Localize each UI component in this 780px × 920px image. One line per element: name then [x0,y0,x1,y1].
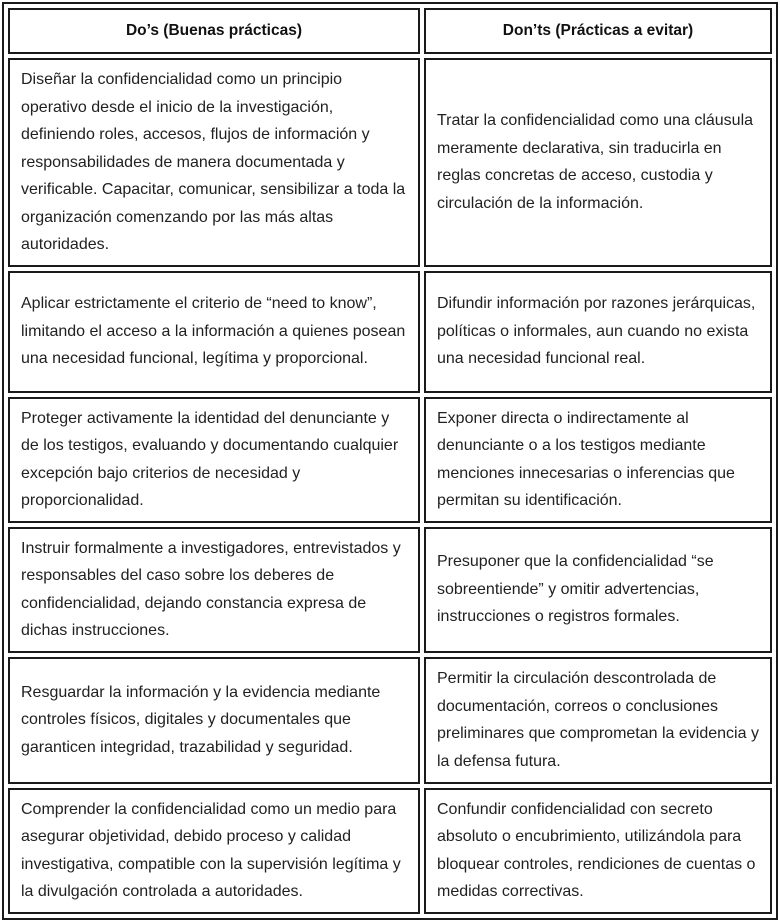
table-row [8,397,772,523]
do-cell: Resguardar la información y la evidencia mediante controles físicos, digitales y documentales que garanticen integridad, trazabilidad y seguridad. [8,657,420,784]
header-donts: Don’ts (Prácticas a evitar) [424,8,772,54]
table-row [8,58,772,267]
table-row [8,527,772,653]
table-row [8,788,772,914]
table-row [8,657,772,784]
do-cell: Diseñar la confidencialidad como un principio operativo desde el inicio de la investigación, definiendo roles, accesos, flujos de información y responsabilidades de manera documentada y verificable. Capacitar, comunicar, sensibilizar a toda la organización comenzando por las más altas autoridades. [8,58,420,267]
do-cell: Aplicar estrictamente el criterio de “need to know”, limitando el acceso a la información a quienes posean una necesidad funcional, legítima y proporcional. [8,271,420,393]
dos-donts-table-sheet [2,2,778,920]
header-dos: Do’s (Buenas prácticas) [8,8,420,54]
do-cell: Instruir formalmente a investigadores, entrevistados y responsables del caso sobre los deberes de confidencialidad, dejando constancia expresa de dichas instrucciones. [8,527,420,653]
dont-cell: Tratar la confidencialidad como una cláusula meramente declarativa, sin traducirla en reglas concretas de acceso, custodia y circulación de la información. [424,58,772,267]
dont-cell: Confundir confidencialidad con secreto absoluto o encubrimiento, utilizándola para bloquear controles, rendiciones de cuentas o medidas correctivas. [424,788,772,914]
dont-cell: Permitir la circulación descontrolada de documentación, correos o conclusiones preliminares que comprometan la evidencia y la defensa futura. [424,657,772,784]
table-row [8,271,772,393]
dont-cell: Presuponer que la confidencialidad “se sobreentiende” y omitir advertencias, instrucciones o registros formales. [424,527,772,653]
dont-cell: Exponer directa o indirectamente al denunciante o a los testigos mediante menciones innecesarias o inferencias que permitan su identificación. [424,397,772,523]
dos-donts-table [4,4,776,918]
do-cell: Comprender la confidencialidad como un medio para asegurar objetividad, debido proceso y calidad investigativa, compatible con la supervisión legítima y la divulgación controlada a autoridades. [8,788,420,914]
table-header-row [8,8,772,54]
do-cell: Proteger activamente la identidad del denunciante y de los testigos, evaluando y documentando cualquier excepción bajo criterios de necesidad y proporcionalidad. [8,397,420,523]
dont-cell: Difundir información por razones jerárquicas, políticas o informales, aun cuando no exista una necesidad funcional real. [424,271,772,393]
